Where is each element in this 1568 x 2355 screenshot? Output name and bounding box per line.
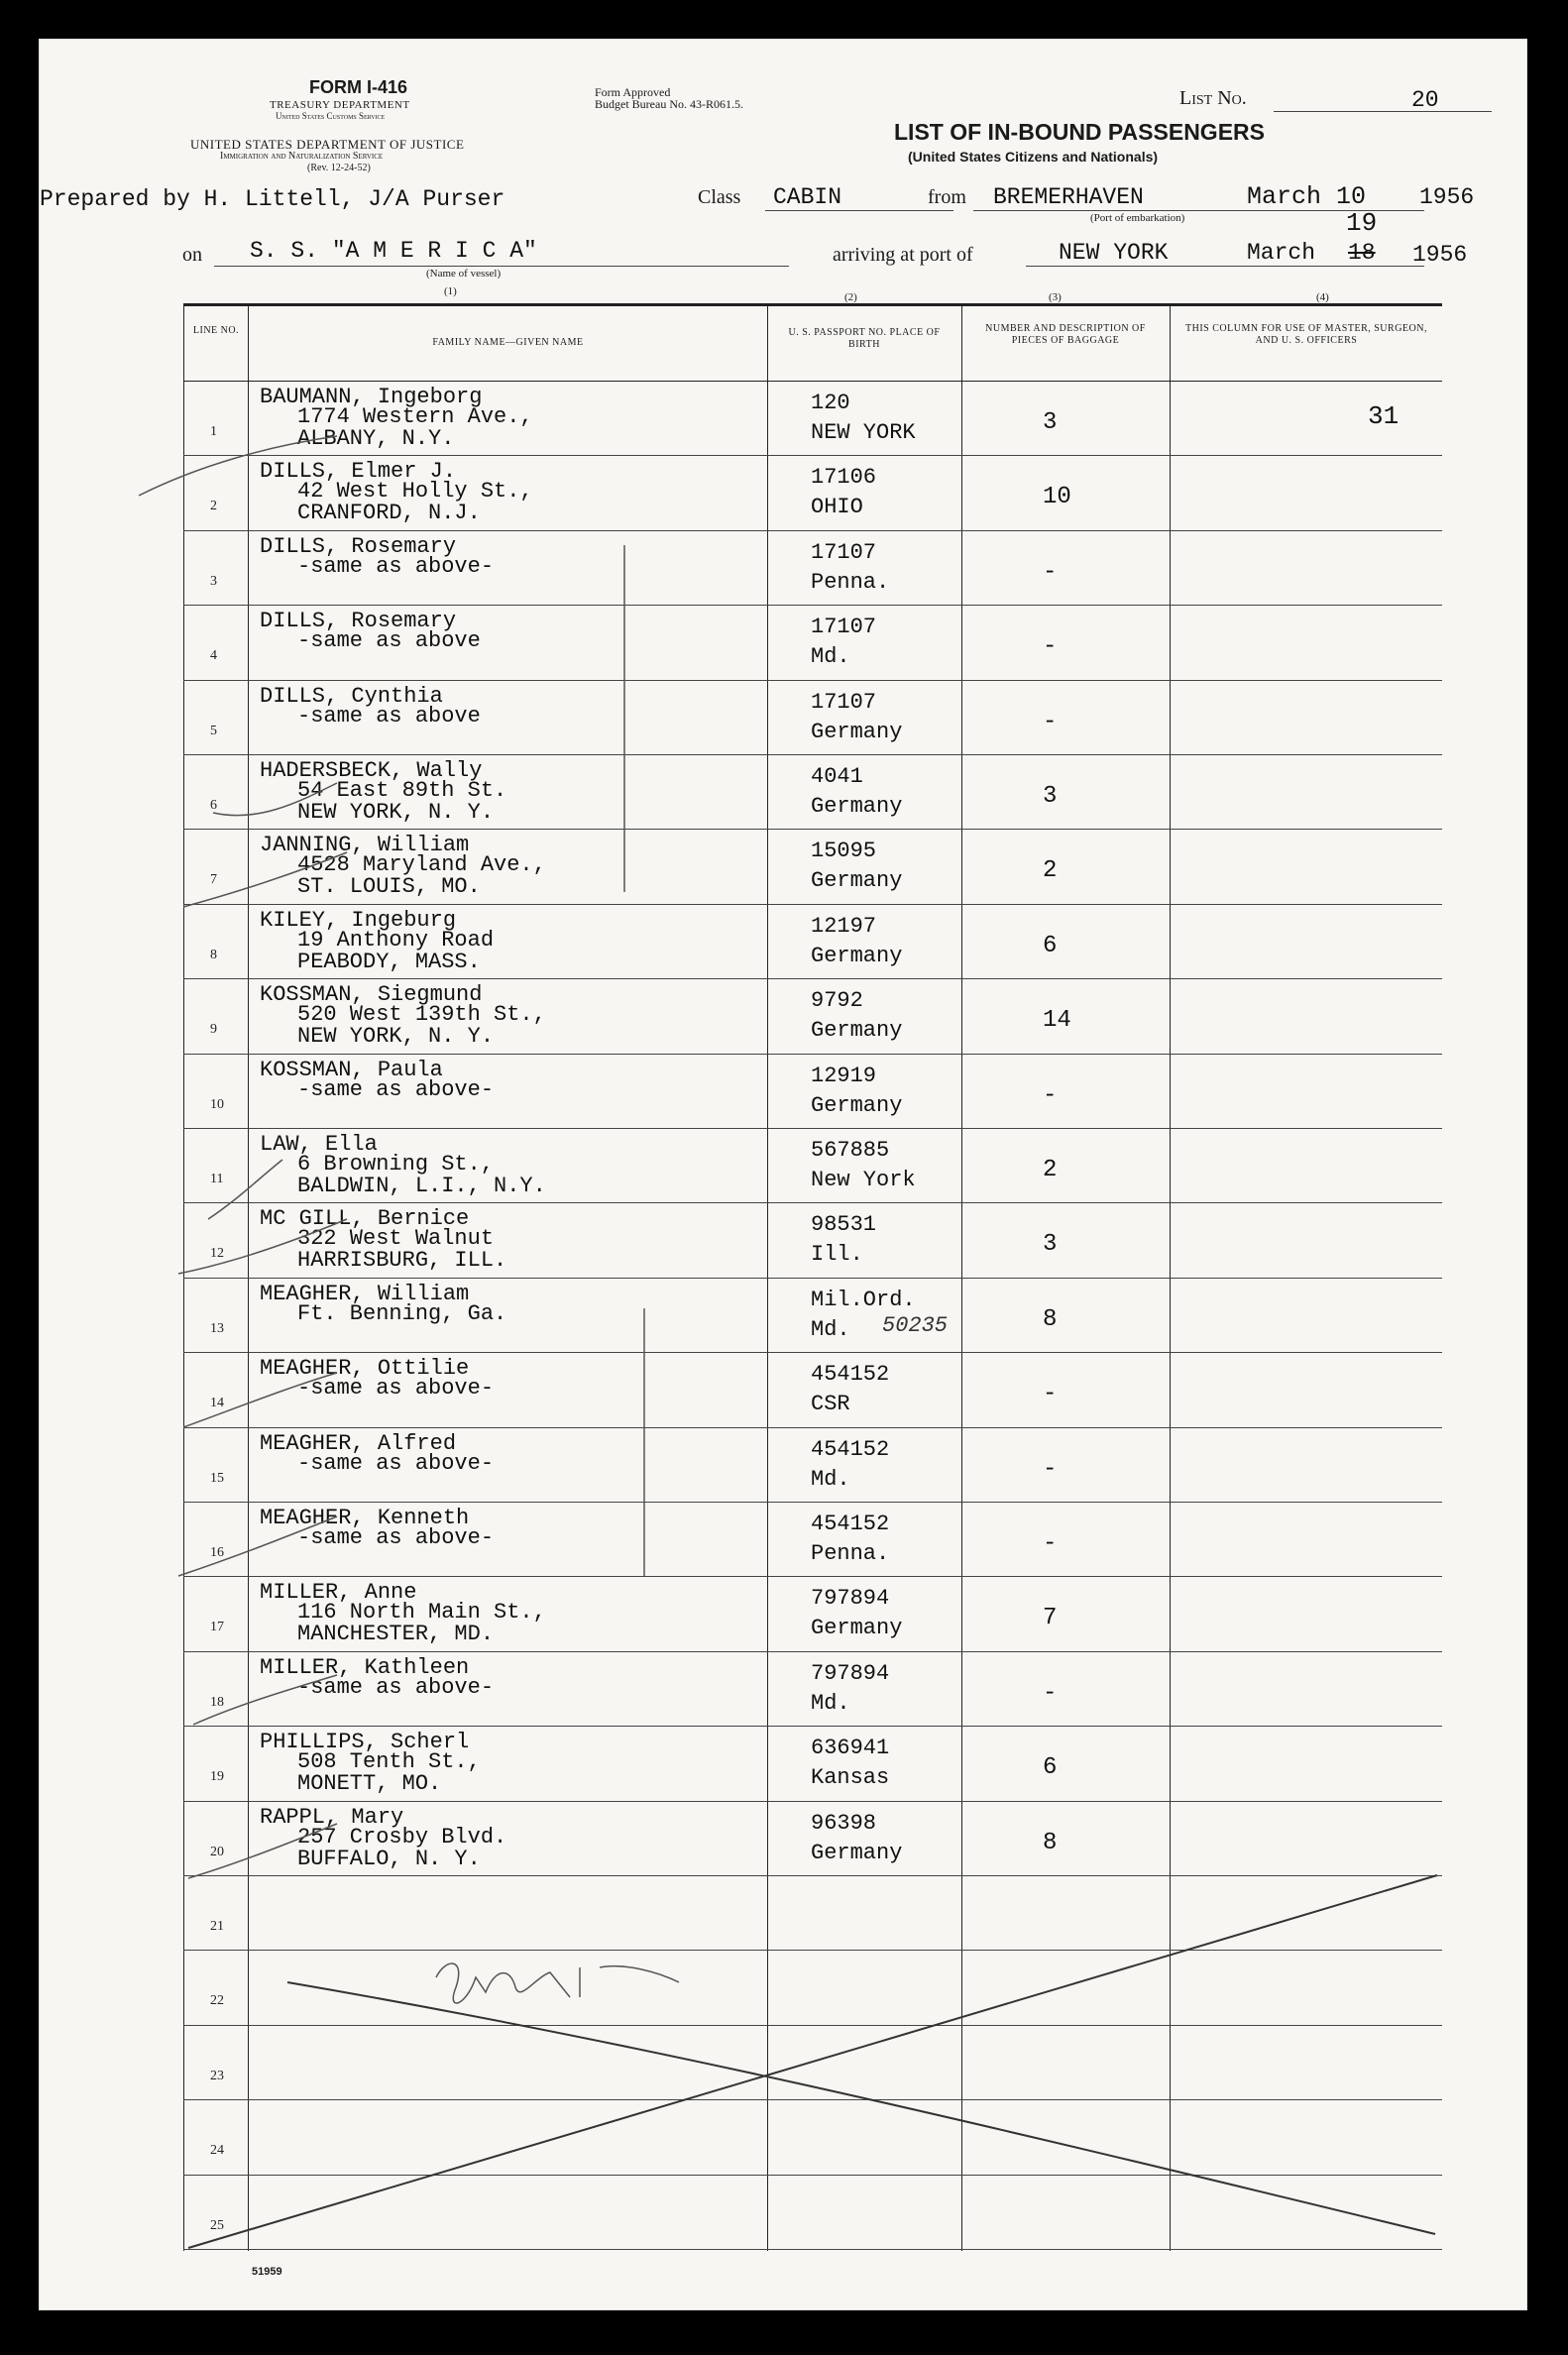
passport-number: 454152 bbox=[811, 1436, 890, 1462]
address-line-1: Ft. Benning, Ga. bbox=[297, 1300, 507, 1326]
place-of-birth: Md. bbox=[811, 1690, 850, 1716]
vessel-name: S. S. "A M E R I C A" bbox=[250, 238, 537, 264]
line-number: 24 bbox=[210, 2143, 224, 2159]
place-of-birth: NEW YORK bbox=[811, 420, 916, 445]
line-number: 23 bbox=[210, 2068, 224, 2083]
passenger-name: KOSSMAN, Paula bbox=[260, 1057, 443, 1082]
place-of-birth: Germany bbox=[811, 1018, 903, 1044]
class-value: CABIN bbox=[773, 184, 842, 210]
pencil-marks bbox=[40, 40, 1526, 2309]
address-line-1: 6 Browning St., bbox=[297, 1152, 495, 1177]
address-line-1: -same as above- bbox=[297, 1525, 495, 1550]
baggage-count: 3 bbox=[1043, 783, 1058, 810]
passport-number: 567885 bbox=[811, 1138, 890, 1163]
place-of-birth: OHIO bbox=[811, 495, 863, 520]
tick-mark-6 bbox=[213, 783, 337, 816]
tick-mark-18 bbox=[193, 1675, 337, 1725]
passport-number: 120 bbox=[811, 391, 850, 415]
header-passport: U. S. PASSPORT NO. PLACE OF BIRTH bbox=[788, 327, 941, 350]
line-number: 7 bbox=[210, 872, 217, 888]
tick-mark-7 bbox=[183, 852, 347, 907]
baggage-count: 6 bbox=[1043, 932, 1058, 959]
ins-service: Immigration and Naturalization Service bbox=[220, 151, 384, 162]
vessel-caption: (Name of vessel) bbox=[426, 268, 502, 280]
on-label: on bbox=[182, 244, 202, 266]
baggage-count: 14 bbox=[1043, 1007, 1071, 1035]
baggage-count: - bbox=[1043, 1455, 1058, 1483]
address-line-2: BALDWIN, L.I., N.Y. bbox=[297, 1174, 546, 1198]
passenger-name: DILLS, Rosemary bbox=[260, 533, 457, 559]
address-line-1: -same as above- bbox=[297, 1376, 495, 1402]
passenger-name: JANNING, William bbox=[260, 833, 470, 858]
baggage-count: 7 bbox=[1043, 1605, 1058, 1632]
passport-number: 4041 bbox=[811, 764, 863, 789]
arrival-day-struck: 18 bbox=[1348, 240, 1376, 266]
document-subtitle: (United States Citizens and Nationals) bbox=[908, 149, 1159, 165]
place-of-birth: Penna. bbox=[811, 1541, 890, 1566]
passport-number: Mil.Ord. bbox=[811, 1287, 916, 1312]
tick-mark-1 bbox=[139, 436, 337, 496]
place-of-birth: Md. bbox=[811, 1316, 850, 1342]
baggage-count: 8 bbox=[1043, 1829, 1058, 1856]
arrival-day-corrected: 19 bbox=[1346, 208, 1378, 238]
address-line-1: 322 West Walnut bbox=[297, 1226, 495, 1252]
line-number: 16 bbox=[210, 1545, 224, 1560]
passenger-name: DILLS, Rosemary bbox=[260, 609, 457, 634]
line-number: 17 bbox=[210, 1620, 224, 1635]
place-of-birth: Penna. bbox=[811, 569, 890, 595]
place-of-birth: CSR bbox=[811, 1392, 850, 1417]
baggage-count: 6 bbox=[1043, 1754, 1058, 1782]
address-line-1: 520 West 139th St., bbox=[297, 1002, 546, 1028]
baggage-count: 10 bbox=[1043, 484, 1071, 511]
officer-note: 31 bbox=[1368, 401, 1400, 431]
passport-number: 9792 bbox=[811, 988, 863, 1014]
handwritten-number: 50235 bbox=[882, 1312, 949, 1338]
address-line-1: -same as above bbox=[297, 628, 481, 654]
customs-service: United States Customs Service bbox=[276, 111, 386, 121]
passport-number: 17107 bbox=[811, 689, 877, 715]
passenger-name: HADERSBECK, Wally bbox=[260, 758, 483, 783]
passport-number: 454152 bbox=[811, 1362, 890, 1388]
line-number: 12 bbox=[210, 1246, 224, 1262]
arriving-label: arriving at port of bbox=[833, 244, 973, 266]
passport-number: 98531 bbox=[811, 1212, 877, 1238]
baggage-count: 3 bbox=[1043, 1231, 1058, 1259]
col-num-3: (3) bbox=[1049, 291, 1062, 303]
line-number: 2 bbox=[210, 499, 217, 514]
address-line-2: CRANFORD, N.J. bbox=[297, 501, 481, 526]
header-officers: THIS COLUMN FOR USE OF MASTER, SURGEON, AND U. S. OFFICERS bbox=[1185, 323, 1427, 346]
depart-year: 1956 bbox=[1419, 184, 1475, 210]
passenger-name: LAW, Ella bbox=[260, 1132, 378, 1157]
line-number: 10 bbox=[210, 1096, 224, 1112]
line-number: 25 bbox=[210, 2217, 224, 2233]
passenger-name: MEAGHER, Ottilie bbox=[260, 1356, 470, 1382]
revision-date: (Rev. 12-24-52) bbox=[307, 163, 371, 173]
passport-number: 12197 bbox=[811, 913, 877, 939]
address-line-1: -same as above- bbox=[297, 553, 495, 579]
address-line-2: NEW YORK, N. Y. bbox=[297, 800, 495, 825]
passenger-name: PHILLIPS, Scherl bbox=[260, 1730, 470, 1755]
tick-mark-20 bbox=[188, 1824, 337, 1878]
from-value: BREMERHAVEN bbox=[993, 184, 1144, 210]
header-line-no: LINE NO. bbox=[192, 325, 240, 336]
tick-mark-12 bbox=[178, 1219, 347, 1274]
place-of-birth: Kansas bbox=[811, 1765, 890, 1791]
line-number: 18 bbox=[210, 1694, 224, 1710]
form-number: FORM I-416 bbox=[309, 77, 408, 97]
place-of-birth: Md. bbox=[811, 644, 850, 670]
void-line-b bbox=[287, 1982, 1435, 2234]
address-line-1: 4528 Maryland Ave., bbox=[297, 852, 546, 878]
address-line-2: MONETT, MO. bbox=[297, 1771, 442, 1797]
passenger-name: DILLS, Elmer J. bbox=[260, 459, 457, 485]
baggage-count: - bbox=[1043, 1679, 1058, 1707]
address-line-2: ALBANY, N.Y. bbox=[297, 426, 455, 451]
address-line-2: ST. LOUIS, MO. bbox=[297, 874, 481, 900]
place-of-birth: Germany bbox=[811, 1616, 903, 1641]
passport-number: 454152 bbox=[811, 1512, 890, 1536]
tick-mark-14 bbox=[183, 1373, 337, 1427]
passenger-manifest-page bbox=[40, 40, 1526, 2309]
prepared-by: Prepared by H. Littell, J/A Purser bbox=[40, 186, 505, 212]
line-number: 6 bbox=[210, 798, 217, 813]
line-number: 22 bbox=[210, 1993, 224, 2009]
line-number: 5 bbox=[210, 723, 217, 738]
embark-caption: (Port of embarkation) bbox=[1090, 212, 1185, 224]
line-number: 8 bbox=[210, 947, 217, 962]
place-of-birth: Germany bbox=[811, 794, 903, 819]
passport-number: 17106 bbox=[811, 465, 877, 491]
void-line-a bbox=[188, 1875, 1437, 2248]
line-number: 21 bbox=[210, 1919, 224, 1934]
place-of-birth: Ill. bbox=[811, 1242, 863, 1268]
address-line-2: BUFFALO, N. Y. bbox=[297, 1846, 481, 1871]
passenger-name: BAUMANN, Ingeborg bbox=[260, 385, 483, 409]
form-approved: Form Approved bbox=[595, 85, 671, 99]
col-num-1: (1) bbox=[444, 285, 457, 297]
line-number: 14 bbox=[210, 1396, 224, 1411]
baggage-count: 2 bbox=[1043, 1157, 1058, 1183]
col-num-2: (2) bbox=[844, 291, 857, 303]
passenger-name: KOSSMAN, Siegmund bbox=[260, 982, 483, 1008]
address-line-1: 54 East 89th St. bbox=[297, 778, 507, 803]
passport-number: 636941 bbox=[811, 1736, 890, 1761]
address-line-1: -same as above bbox=[297, 703, 481, 729]
passport-number: 797894 bbox=[811, 1660, 890, 1686]
list-no-value: 20 bbox=[1411, 87, 1439, 113]
line-number: 3 bbox=[210, 573, 217, 589]
passport-number: 15095 bbox=[811, 839, 877, 864]
tick-mark-11 bbox=[208, 1160, 282, 1219]
header-baggage: NUMBER AND DESCRIPTION OF PIECES OF BAGGAGE bbox=[985, 323, 1146, 346]
address-line-1: 257 Crosby Blvd. bbox=[297, 1824, 507, 1850]
line-number: 9 bbox=[210, 1022, 217, 1038]
line-number: 20 bbox=[210, 1844, 224, 1859]
passenger-name: RAPPL, Mary bbox=[260, 1804, 404, 1830]
arrival-year: 1956 bbox=[1412, 242, 1468, 268]
treasury-dept: TREASURY DEPARTMENT bbox=[270, 99, 410, 111]
list-no-label: List No. bbox=[1179, 87, 1247, 109]
passenger-name: DILLS, Cynthia bbox=[260, 683, 443, 709]
address-line-1: 116 North Main St., bbox=[297, 1600, 546, 1626]
passenger-name: MEAGHER, William bbox=[260, 1281, 470, 1306]
line-number: 1 bbox=[210, 424, 217, 439]
address-line-1: 508 Tenth St., bbox=[297, 1749, 481, 1775]
baggage-count: - bbox=[1043, 1381, 1058, 1408]
address-line-2: MANCHESTER, MD. bbox=[297, 1622, 495, 1647]
address-line-1: -same as above- bbox=[297, 1674, 495, 1700]
signature-scrawl bbox=[436, 1963, 679, 2003]
footer-code: 51959 bbox=[252, 2266, 282, 2278]
baggage-count: 8 bbox=[1043, 1305, 1058, 1333]
place-of-birth: Germany bbox=[811, 868, 903, 894]
baggage-count: - bbox=[1043, 558, 1058, 586]
passport-number: 12919 bbox=[811, 1063, 877, 1088]
from-label: from bbox=[928, 186, 966, 208]
place-of-birth: Germany bbox=[811, 1092, 903, 1118]
place-of-birth: Germany bbox=[811, 943, 903, 968]
passport-number: 797894 bbox=[811, 1586, 890, 1612]
baggage-count: - bbox=[1043, 1530, 1058, 1557]
baggage-count: - bbox=[1043, 633, 1058, 661]
address-line-2: NEW YORK, N. Y. bbox=[297, 1024, 495, 1050]
passenger-name: MEAGHER, Kenneth bbox=[260, 1506, 470, 1530]
address-line-1: 1774 Western Ave., bbox=[297, 404, 533, 429]
baggage-count: - bbox=[1043, 708, 1058, 735]
line-number: 4 bbox=[210, 648, 217, 664]
address-line-1: -same as above- bbox=[297, 1450, 495, 1476]
line-number: 11 bbox=[210, 1172, 224, 1186]
depart-date: March 10 bbox=[1247, 182, 1367, 211]
baggage-count: 2 bbox=[1043, 857, 1058, 885]
col-num-4: (4) bbox=[1316, 291, 1329, 303]
baggage-count: - bbox=[1043, 1081, 1058, 1109]
place-of-birth: New York bbox=[811, 1168, 916, 1192]
passport-number: 17107 bbox=[811, 615, 877, 640]
document-title: LIST OF IN-BOUND PASSENGERS bbox=[894, 119, 1265, 145]
arrival-month: March bbox=[1247, 240, 1316, 266]
passenger-name: KILEY, Ingeburg bbox=[260, 907, 457, 933]
passenger-name: MEAGHER, Alfred bbox=[260, 1430, 457, 1456]
passenger-name: MILLER, Anne bbox=[260, 1580, 417, 1606]
line-number: 15 bbox=[210, 1470, 224, 1486]
passenger-name: MILLER, Kathleen bbox=[260, 1654, 470, 1680]
place-of-birth: Md. bbox=[811, 1466, 850, 1492]
address-line-2: HARRISBURG, ILL. bbox=[297, 1248, 507, 1274]
passport-number: 17107 bbox=[811, 539, 877, 565]
justice-dept: UNITED STATES DEPARTMENT OF JUSTICE bbox=[190, 137, 465, 152]
address-line-1: -same as above- bbox=[297, 1076, 495, 1102]
tick-mark-16 bbox=[178, 1516, 337, 1576]
passenger-name: MC GILL, Bernice bbox=[260, 1206, 470, 1232]
place-of-birth: Germany bbox=[811, 719, 903, 744]
address-line-1: 19 Anthony Road bbox=[297, 927, 495, 953]
header-name: FAMILY NAME—GIVEN NAME bbox=[432, 337, 584, 348]
address-line-2: PEABODY, MASS. bbox=[297, 949, 481, 974]
line-number: 13 bbox=[210, 1320, 224, 1336]
line-number: 19 bbox=[210, 1769, 224, 1785]
arrival-port: NEW YORK bbox=[1059, 240, 1169, 266]
budget-bureau: Budget Bureau No. 43-R061.5. bbox=[595, 97, 743, 111]
address-line-1: 42 West Holly St., bbox=[297, 479, 533, 505]
baggage-count: 3 bbox=[1043, 409, 1058, 436]
class-label: Class bbox=[698, 186, 741, 208]
place-of-birth: Germany bbox=[811, 1840, 903, 1865]
passport-number: 96398 bbox=[811, 1810, 877, 1836]
